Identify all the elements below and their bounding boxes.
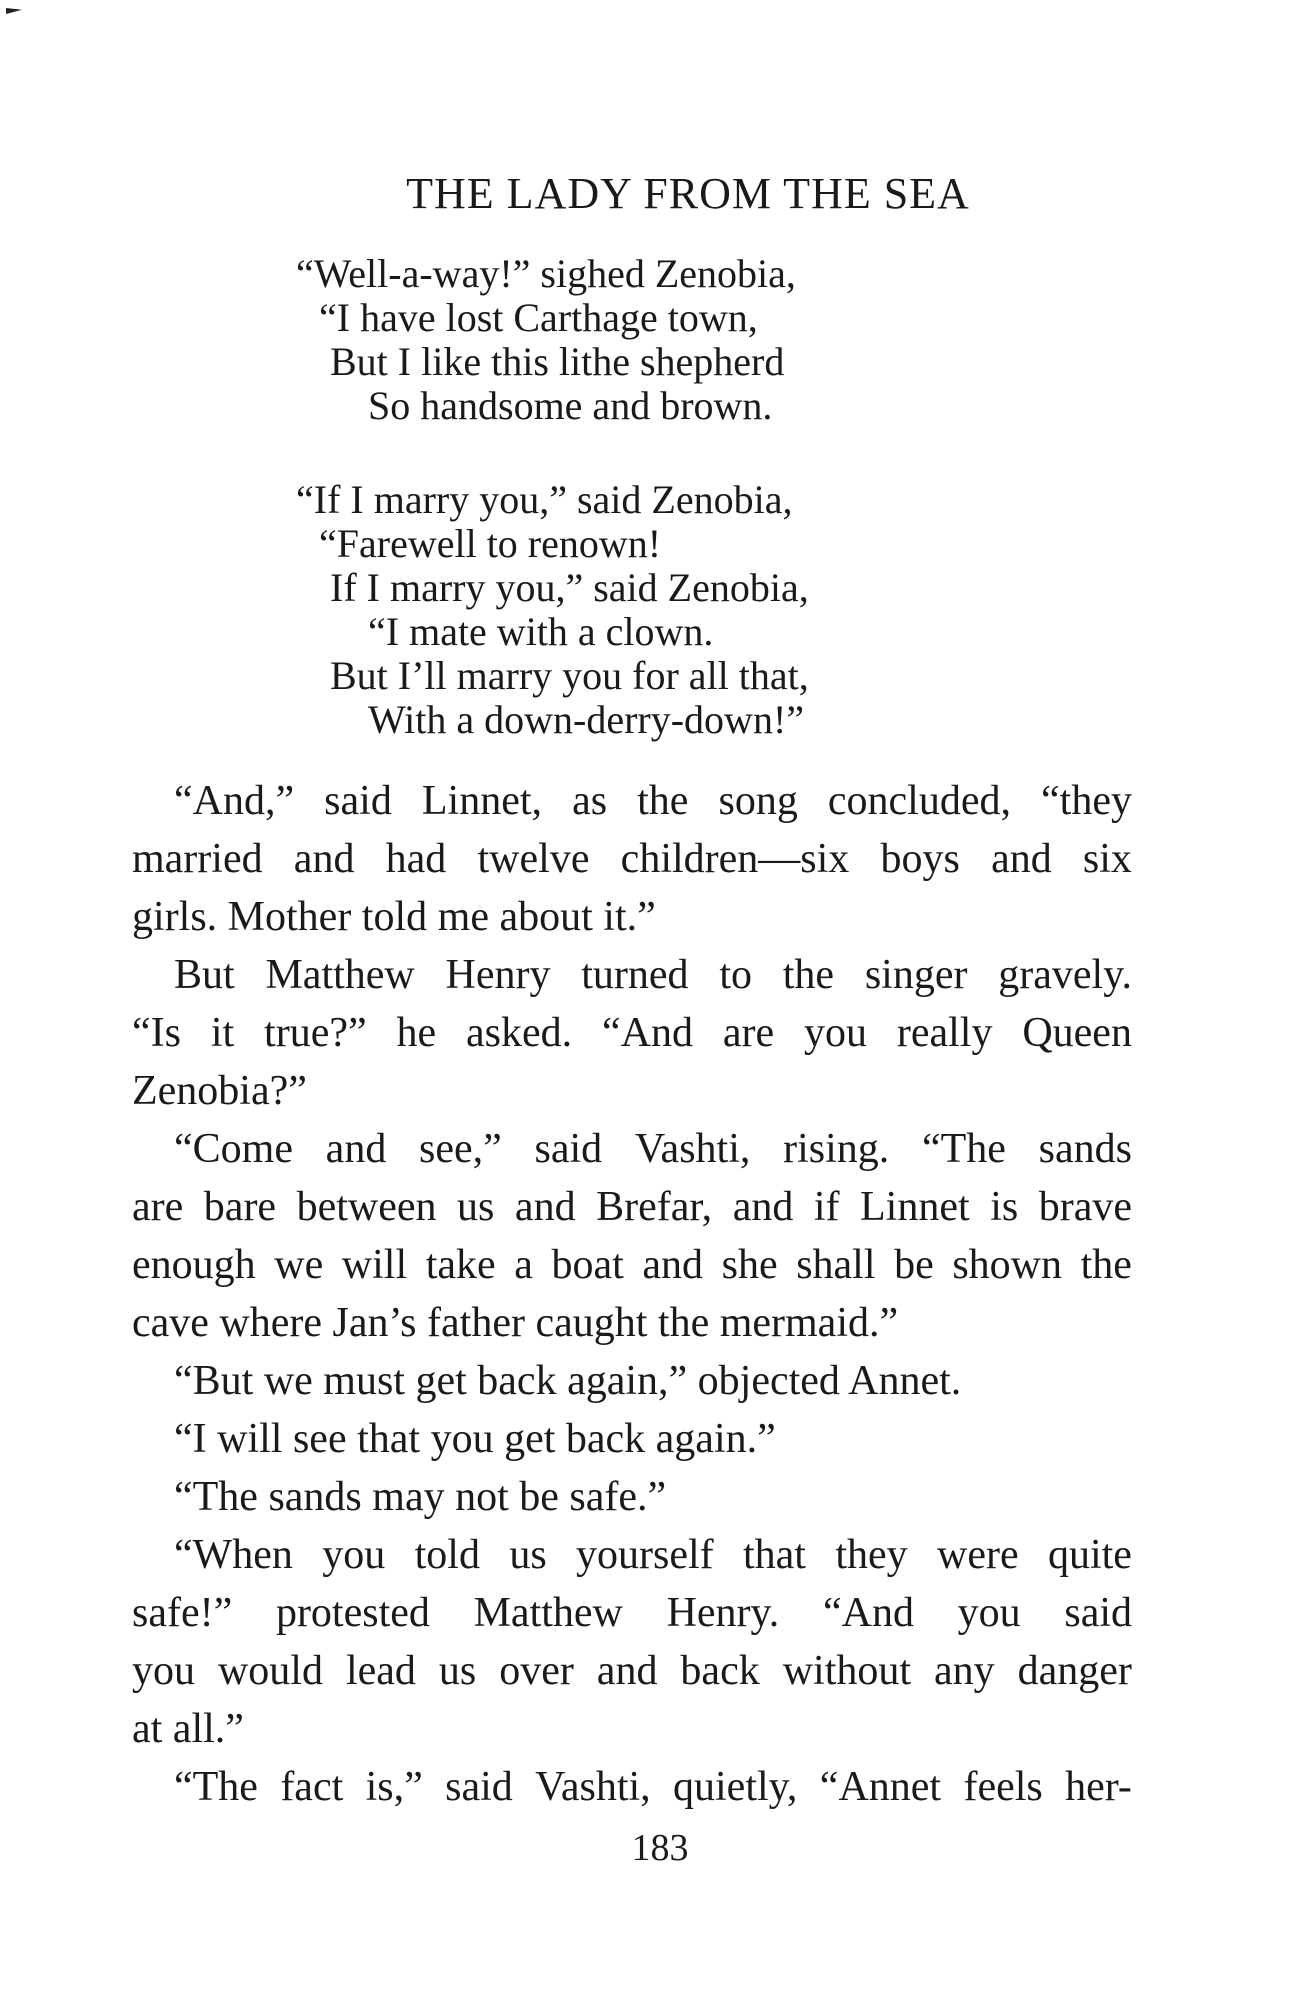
running-head: THE LADY FROM THE SEA [406, 169, 970, 218]
prose-line: cave where Jan’s father caught the mermaid.” [132, 1300, 899, 1346]
prose-line: safe!” protested Matthew Henry. “And you said [132, 1590, 1132, 1636]
prose-line: “And,” said Linnet, as the song concluded, “they [174, 778, 1132, 824]
verse-line: If I marry you,” said Zenobia, [330, 565, 809, 610]
verse-line: “I have lost Carthage town, [319, 295, 758, 340]
verse-line: “I mate with a clown. [368, 609, 714, 654]
prose-line: “But we must get back again,” objected Annet. [174, 1358, 962, 1404]
prose-line: “Is it true?” he asked. “And are you really Queen [132, 1010, 1132, 1056]
prose-line: Zenobia?” [132, 1068, 307, 1114]
prose-line: But Matthew Henry turned to the singer gravely. [174, 952, 1132, 998]
prose-body [132, 772, 1132, 1816]
verse-line: With a down-derry-down!” [368, 697, 805, 742]
verse-line: “If I marry you,” said Zenobia, [296, 477, 793, 522]
prose-line: “When you told us yourself that they were quite [174, 1532, 1132, 1578]
prose-line: are bare between us and Brefar, and if Linnet is brave [132, 1184, 1132, 1230]
page-number: 183 [631, 1827, 689, 1869]
verse-line: But I’ll marry you for all that, [330, 653, 809, 698]
verse-line: “Well-a-way!” sighed Zenobia, [296, 251, 796, 296]
scan-corner-mark [6, 8, 22, 14]
prose-line: girls. Mother told me about it.” [132, 894, 656, 940]
verse-line: “Farewell to renown! [319, 521, 662, 566]
prose-line: married and had twelve children—six boys and six [132, 836, 1132, 882]
prose-line: enough we will take a boat and she shall be shown the [132, 1242, 1132, 1288]
verse-line: So handsome and brown. [368, 383, 773, 428]
verse-line: But I like this lithe shepherd [330, 339, 785, 384]
prose-line: at all.” [132, 1706, 244, 1752]
prose-line: you would lead us over and back without any danger [132, 1648, 1132, 1694]
prose-line: “The fact is,” said Vashti, quietly, “Annet feels her- [174, 1764, 1132, 1810]
prose-line: “Come and see,” said Vashti, rising. “The sands [174, 1126, 1132, 1172]
prose-line: “The sands may not be safe.” [174, 1474, 667, 1520]
prose-line: “I will see that you get back again.” [174, 1416, 776, 1462]
